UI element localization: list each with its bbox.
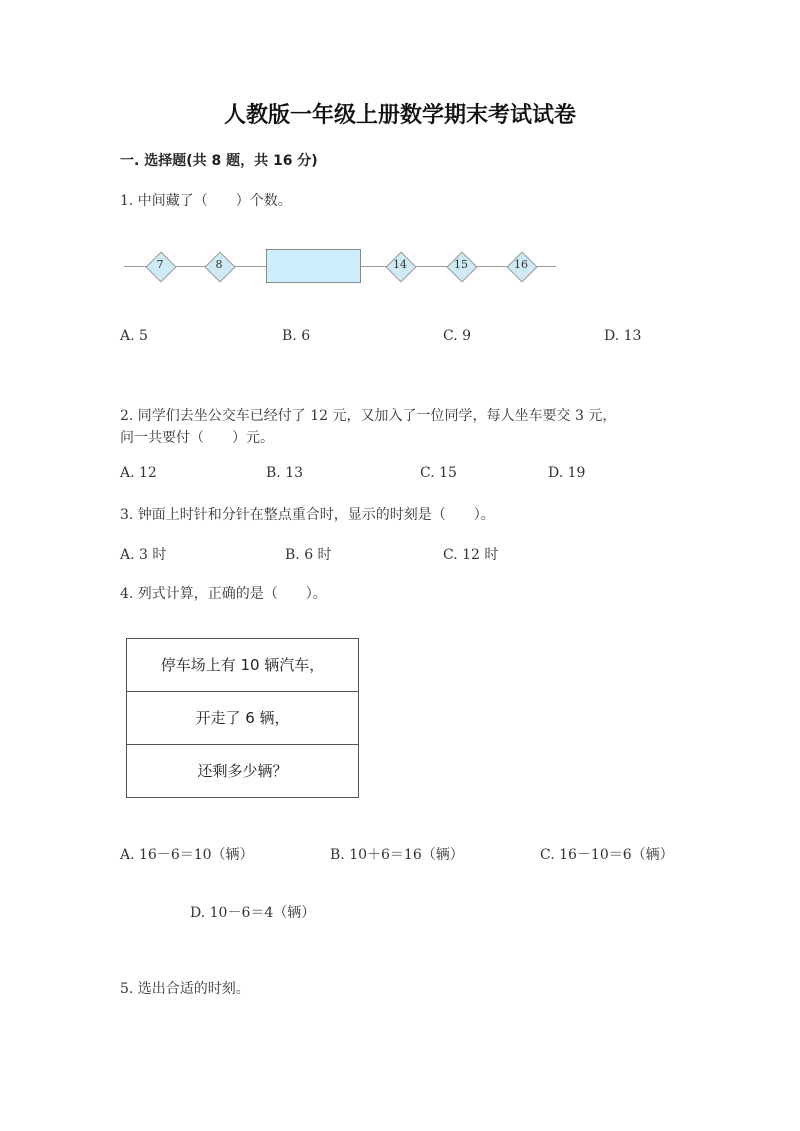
node-label: 15 xyxy=(454,258,468,271)
box-row: 开走了 6 辆， xyxy=(127,692,358,745)
option: B. 10＋6＝16（辆） xyxy=(330,847,464,863)
option: B. 6 xyxy=(282,328,311,344)
question-4: 4. 列式计算，正确的是（ ）。 xyxy=(120,586,327,602)
section-heading: 一. 选择题(共 8 题，共 16 分) xyxy=(120,153,318,169)
option: A. 16－6＝10（辆） xyxy=(120,847,254,863)
box-row: 停车场上有 10 辆汽车， xyxy=(127,639,358,692)
node-label: 16 xyxy=(514,258,528,271)
node-label: 8 xyxy=(215,258,223,271)
page-title: 人教版一年级上册数学期末考试试卷 xyxy=(223,103,576,128)
option: D. 19 xyxy=(548,465,586,481)
option: C. 12 时 xyxy=(443,547,499,563)
node-label: 7 xyxy=(156,258,164,271)
option: D. 10－6＝4（辆） xyxy=(190,905,316,921)
option: C. 16－10＝6（辆） xyxy=(540,847,674,863)
hidden-numbers-box xyxy=(266,249,361,283)
word-problem-box xyxy=(126,638,359,798)
node-label: 14 xyxy=(393,258,407,271)
question-1: 1. 中间藏了（ ）个数。 xyxy=(120,193,292,209)
option: A. 5 xyxy=(120,328,148,344)
option: A. 3 时 xyxy=(120,547,167,563)
question-5: 5. 选出合适的时刻。 xyxy=(120,981,250,997)
box-row: 还剩多少辆？ xyxy=(197,762,288,780)
option: C. 9 xyxy=(443,328,472,344)
question-3: 3. 钟面上时针和分针在整点重合时，显示的时刻是（ ）。 xyxy=(120,507,495,523)
option: B. 13 xyxy=(266,465,304,481)
question-2-cont: 问一共要付（ ）元。 xyxy=(120,430,274,446)
question-2: 2. 同学们去坐公交车已经付了 12 元，又加入了一位同学，每人坐车要交 3 元， xyxy=(120,408,617,424)
option: B. 6 时 xyxy=(285,547,332,563)
option: C. 15 xyxy=(420,465,457,481)
option: D. 13 xyxy=(604,328,642,344)
option: A. 12 xyxy=(120,465,157,481)
